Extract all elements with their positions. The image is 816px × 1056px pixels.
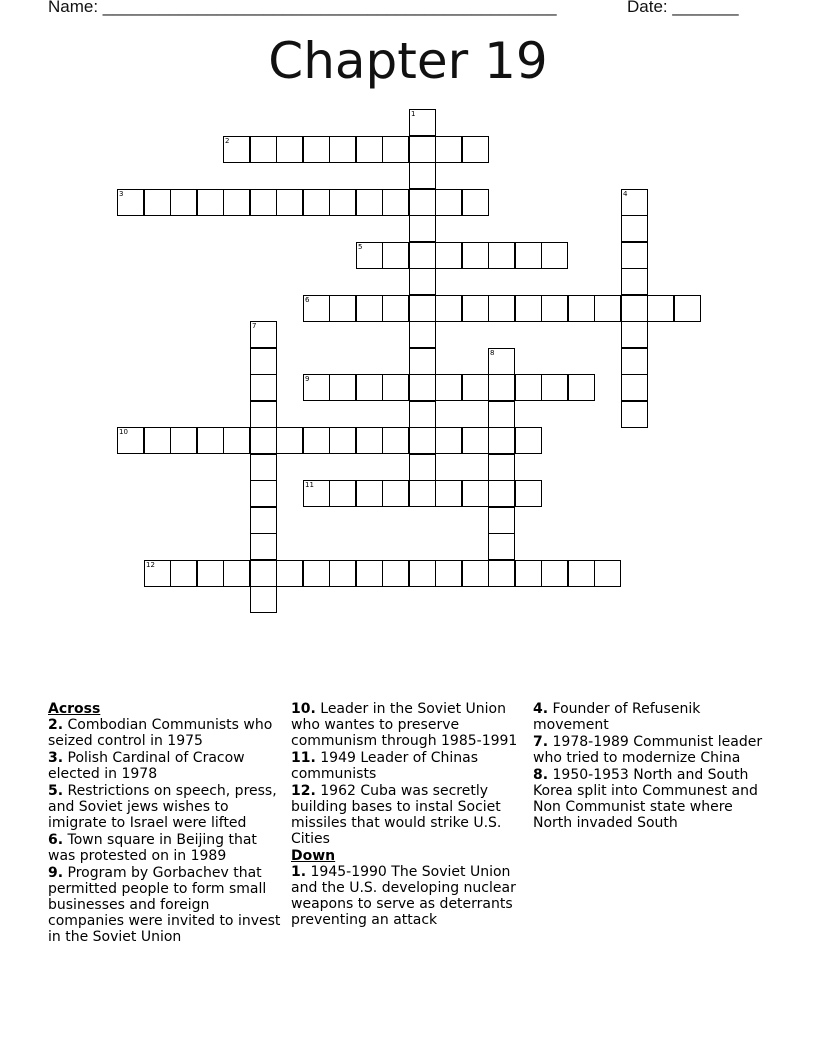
crossword-cell[interactable]: [250, 480, 277, 507]
clue-number: 1.: [291, 864, 307, 880]
crossword-cell[interactable]: [621, 295, 648, 322]
crossword-cell[interactable]: [276, 427, 303, 454]
crossword-cell[interactable]: [144, 560, 171, 587]
crossword-cell[interactable]: [462, 480, 489, 507]
crossword-cell[interactable]: [515, 427, 542, 454]
crossword-cell[interactable]: [409, 189, 436, 216]
crossword-cell[interactable]: [409, 454, 436, 481]
crossword-cell[interactable]: [117, 189, 144, 216]
crossword-cell[interactable]: [409, 215, 436, 242]
clue-number-label: 11: [305, 481, 314, 489]
clue-number: 7.: [533, 734, 549, 750]
crossword-cell[interactable]: [409, 348, 436, 375]
clue-text: 1945-1990 The Soviet Union and the U.S. developing nuclear weapons to serve as deterrants preventing an attack: [291, 864, 516, 928]
crossword-cell[interactable]: [250, 348, 277, 375]
across-clue-5: [48, 783, 288, 831]
crossword-cell[interactable]: [144, 189, 171, 216]
clue-text: 1978-1989 Communist leader who tried to modernize China: [533, 734, 763, 766]
clue-number-label: 10: [119, 428, 128, 436]
clue-number-label: 4: [623, 190, 628, 198]
crossword-cell[interactable]: [329, 136, 356, 163]
crossword-cell[interactable]: [435, 295, 462, 322]
crossword-cell[interactable]: [462, 189, 489, 216]
crossword-cell[interactable]: [462, 560, 489, 587]
crossword-cell[interactable]: [276, 136, 303, 163]
crossword-cell[interactable]: [568, 295, 595, 322]
crossword-cell[interactable]: [409, 374, 436, 401]
crossword-cell[interactable]: [303, 480, 330, 507]
crossword-cell[interactable]: [621, 189, 648, 216]
clue-number-label: 12: [146, 561, 155, 569]
crossword-cell[interactable]: [250, 560, 277, 587]
crossword-cell[interactable]: [621, 321, 648, 348]
page-title: Chapter 19: [268, 32, 548, 90]
clue-text: Combodian Communists who seized control in 1975: [48, 717, 273, 749]
crossword-cell[interactable]: [329, 560, 356, 587]
crossword-cell[interactable]: [409, 295, 436, 322]
crossword-cell[interactable]: [170, 427, 197, 454]
clue-number-label: 5: [358, 243, 363, 251]
down-clue-7: [533, 734, 773, 766]
clue-number-label: 2: [225, 137, 230, 145]
clue-text: 1949 Leader of Chinas communists: [291, 750, 479, 782]
crossword-cell[interactable]: [621, 401, 648, 428]
clue-column-3: [533, 701, 773, 832]
crossword-cell[interactable]: [647, 295, 674, 322]
clue-number-label: 3: [119, 190, 124, 198]
crossword-cell[interactable]: [250, 401, 277, 428]
crossword-cell[interactable]: [303, 560, 330, 587]
crossword-cell[interactable]: [462, 242, 489, 269]
crossword-cell[interactable]: [488, 348, 515, 375]
crossword-cell[interactable]: [382, 242, 409, 269]
clue-text: Polish Cardinal of Cracow elected in 1978: [48, 750, 245, 782]
crossword-cell[interactable]: [250, 533, 277, 560]
clue-number-label: 9: [305, 375, 310, 383]
crossword-cell[interactable]: [276, 560, 303, 587]
crossword-cell[interactable]: [382, 480, 409, 507]
crossword-cell[interactable]: [409, 268, 436, 295]
crossword-cell[interactable]: [568, 374, 595, 401]
crossword-cell[interactable]: [329, 480, 356, 507]
clue-text: Founder of Refusenik movement: [533, 701, 701, 733]
crossword-cell[interactable]: [250, 507, 277, 534]
crossword-cell[interactable]: [409, 109, 436, 136]
crossword-cell[interactable]: [409, 427, 436, 454]
down-heading: Down: [291, 848, 336, 864]
clue-text: 1962 Cuba was secretly building bases to instal Societ missiles that would strike U.S. Cities: [291, 783, 502, 847]
crossword-cell[interactable]: [541, 374, 568, 401]
clue-text: Leader in the Soviet Union who wantes to preserve communism through 1985-1991: [291, 701, 518, 749]
crossword-cell[interactable]: [329, 189, 356, 216]
across-heading: Across: [48, 701, 101, 717]
across-clue-11: [291, 750, 531, 782]
crossword-cell[interactable]: [435, 136, 462, 163]
clue-number: 9.: [48, 865, 64, 881]
crossword-cell[interactable]: [250, 454, 277, 481]
crossword-cell[interactable]: [303, 427, 330, 454]
clue-number-label: 6: [305, 296, 310, 304]
crossword-cell[interactable]: [409, 560, 436, 587]
crossword-cell[interactable]: [356, 136, 383, 163]
across-clue-6: [48, 832, 288, 864]
crossword-cell[interactable]: [250, 189, 277, 216]
clue-number: 5.: [48, 783, 64, 799]
crossword-cell[interactable]: [170, 560, 197, 587]
crossword-cell[interactable]: [409, 321, 436, 348]
clue-column-1: [48, 701, 288, 946]
across-clue-9: [48, 865, 288, 945]
crossword-cell[interactable]: [488, 242, 515, 269]
crossword-cell[interactable]: [250, 427, 277, 454]
crossword-cell[interactable]: [356, 374, 383, 401]
crossword-cell[interactable]: [435, 374, 462, 401]
crossword-cell[interactable]: [223, 560, 250, 587]
crossword-cell[interactable]: [356, 560, 383, 587]
crossword-cell[interactable]: [515, 480, 542, 507]
crossword-cell[interactable]: [409, 136, 436, 163]
crossword-cell[interactable]: [488, 480, 515, 507]
crossword-cell[interactable]: [382, 136, 409, 163]
across-clue-2: [48, 717, 288, 749]
clue-number: 12.: [291, 783, 316, 799]
clue-number-label: 1: [411, 110, 416, 118]
clue-number: 10.: [291, 701, 316, 717]
crossword-cell[interactable]: [462, 295, 489, 322]
crossword-cell[interactable]: [303, 189, 330, 216]
crossword-cell[interactable]: [382, 189, 409, 216]
crossword-cell[interactable]: [515, 560, 542, 587]
crossword-cell[interactable]: [223, 136, 250, 163]
crossword-cell[interactable]: [541, 560, 568, 587]
down-clue-4: [533, 701, 773, 733]
crossword-cell[interactable]: [382, 374, 409, 401]
crossword-cell[interactable]: [409, 162, 436, 189]
crossword-cell[interactable]: [568, 560, 595, 587]
crossword-cell[interactable]: [144, 427, 171, 454]
clue-number: 11.: [291, 750, 316, 766]
crossword-cell[interactable]: [329, 427, 356, 454]
crossword-cell[interactable]: [250, 374, 277, 401]
crossword-cell[interactable]: [621, 215, 648, 242]
crossword-cell[interactable]: [435, 189, 462, 216]
crossword-cell[interactable]: [356, 189, 383, 216]
clue-column-2: [291, 701, 531, 929]
name-field-label: Name: ________________________________________________: [48, 0, 557, 16]
crossword-cell[interactable]: [435, 242, 462, 269]
crossword-cell[interactable]: [488, 295, 515, 322]
crossword-cell[interactable]: [382, 427, 409, 454]
crossword-cell[interactable]: [356, 427, 383, 454]
crossword-cell[interactable]: [594, 560, 621, 587]
down-clue-1: [291, 864, 531, 928]
crossword-cell[interactable]: [435, 560, 462, 587]
across-clue-3: [48, 750, 288, 782]
crossword-cell[interactable]: [197, 560, 224, 587]
crossword-cell[interactable]: [621, 348, 648, 375]
crossword-cell[interactable]: [329, 295, 356, 322]
crossword-cell[interactable]: [223, 189, 250, 216]
crossword-cell[interactable]: [541, 295, 568, 322]
crossword-cell[interactable]: [435, 427, 462, 454]
clue-number-label: 7: [252, 322, 257, 330]
crossword-cell[interactable]: [276, 189, 303, 216]
crossword-cell[interactable]: [462, 374, 489, 401]
across-clue-10: [291, 701, 531, 749]
clue-text: Restrictions on speech, press, and Soviet jews wishes to imigrate to Israel were lifted: [48, 783, 277, 831]
crossword-cell[interactable]: [356, 480, 383, 507]
crossword-cell[interactable]: [356, 242, 383, 269]
clue-number: 3.: [48, 750, 64, 766]
crossword-cell[interactable]: [621, 374, 648, 401]
crossword-cell[interactable]: [488, 401, 515, 428]
clue-number: 2.: [48, 717, 64, 733]
crossword-cell[interactable]: [594, 295, 621, 322]
crossword-cell[interactable]: [303, 136, 330, 163]
across-clue-12: [291, 783, 531, 847]
crossword-cell[interactable]: [515, 242, 542, 269]
crossword-cell[interactable]: [488, 533, 515, 560]
crossword-cell[interactable]: [382, 295, 409, 322]
clue-text: Town square in Beijing that was protested on in 1989: [48, 832, 257, 864]
crossword-cell[interactable]: [435, 480, 462, 507]
crossword-cell[interactable]: [621, 242, 648, 269]
crossword-cell[interactable]: [170, 189, 197, 216]
crossword-cell[interactable]: [117, 427, 144, 454]
crossword-cell[interactable]: [409, 480, 436, 507]
down-clue-8: [533, 767, 773, 831]
crossword-cell[interactable]: [197, 189, 224, 216]
crossword-cell[interactable]: [621, 268, 648, 295]
crossword-cell[interactable]: [488, 454, 515, 481]
date-field-label: Date: _______: [627, 0, 739, 16]
crossword-cell[interactable]: [488, 374, 515, 401]
clue-text: 1950-1953 North and South Korea split into Communest and Non Communist state where North invaded South: [533, 767, 758, 831]
crossword-cell[interactable]: [197, 427, 224, 454]
crossword-cell[interactable]: [515, 374, 542, 401]
crossword-cell[interactable]: [329, 374, 356, 401]
crossword-cell[interactable]: [488, 507, 515, 534]
crossword-cell[interactable]: [462, 427, 489, 454]
crossword-cell[interactable]: [409, 242, 436, 269]
crossword-cell[interactable]: [250, 321, 277, 348]
clue-number: 8.: [533, 767, 549, 783]
crossword-cell[interactable]: [250, 586, 277, 613]
crossword-cell[interactable]: [488, 427, 515, 454]
crossword-cell[interactable]: [462, 136, 489, 163]
crossword-cell[interactable]: [303, 295, 330, 322]
crossword-cell[interactable]: [488, 560, 515, 587]
crossword-cell[interactable]: [303, 374, 330, 401]
clue-number: 4.: [533, 701, 549, 717]
crossword-cell[interactable]: [356, 295, 383, 322]
clue-text: Program by Gorbachev that permitted people to form small businesses and foreign companies were invited to invest in the Soviet Union: [48, 865, 281, 945]
clue-number: 6.: [48, 832, 64, 848]
clue-number-label: 8: [490, 349, 495, 357]
crossword-cell[interactable]: [674, 295, 701, 322]
crossword-cell[interactable]: [541, 242, 568, 269]
crossword-cell[interactable]: [409, 401, 436, 428]
crossword-cell[interactable]: [250, 136, 277, 163]
crossword-cell[interactable]: [223, 427, 250, 454]
crossword-cell[interactable]: [515, 295, 542, 322]
crossword-cell[interactable]: [382, 560, 409, 587]
